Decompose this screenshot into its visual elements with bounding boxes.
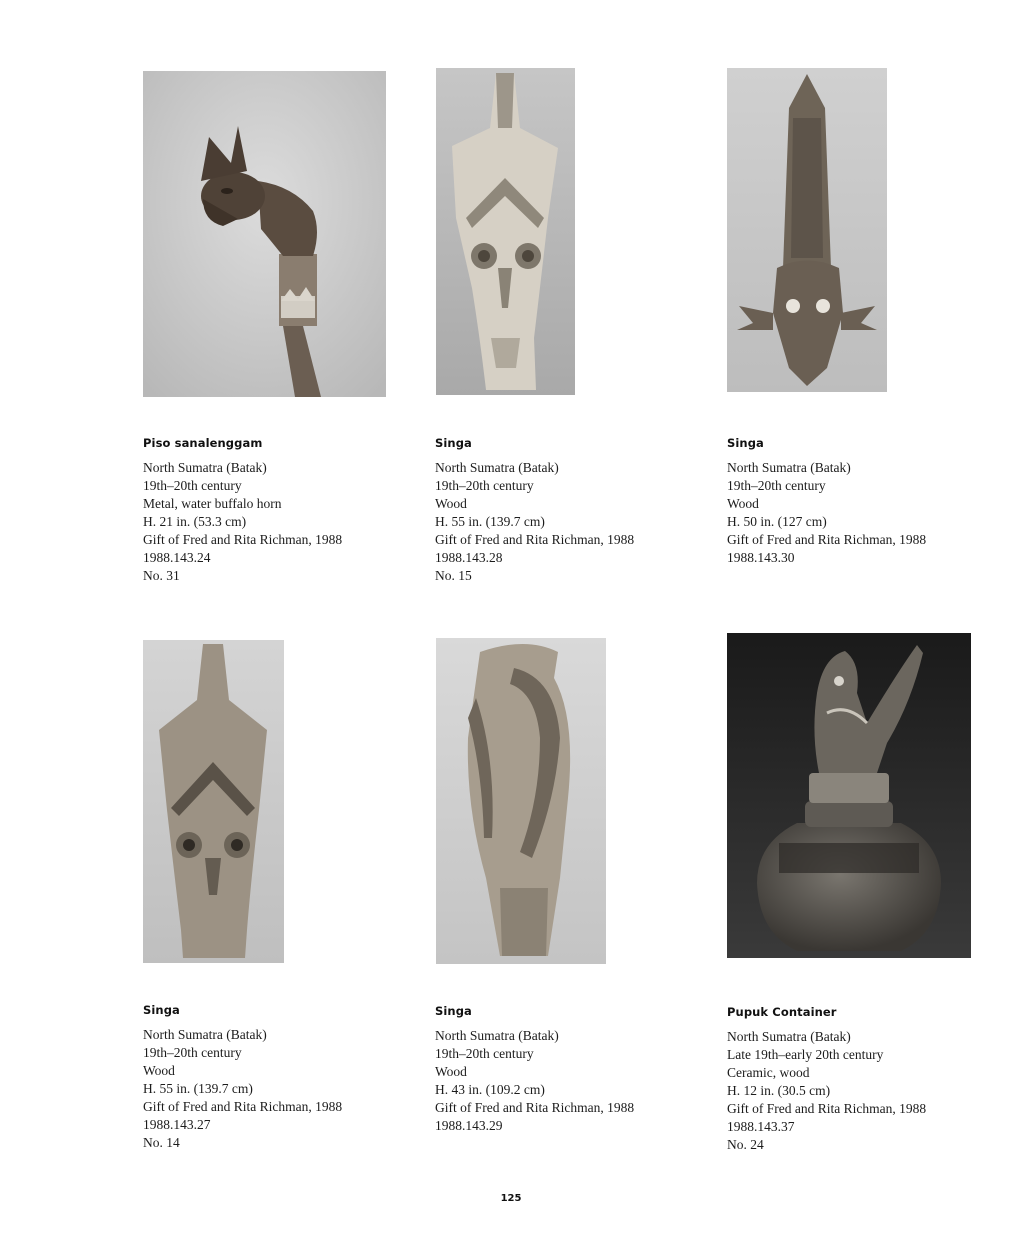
caption-item-4 — [143, 1003, 403, 1152]
photo-singa-1988-143-28 — [436, 68, 575, 395]
caption-date: 19th–20th century — [143, 478, 242, 493]
caption-medium: Wood — [435, 496, 467, 511]
caption-region: North Sumatra (Batak) — [727, 460, 851, 475]
caption-item-5 — [435, 1004, 695, 1135]
caption-title: Pupuk Container — [727, 1005, 837, 1019]
photo-singa-1988-143-29 — [436, 638, 606, 964]
caption-number: No. 24 — [727, 1137, 764, 1152]
caption-credit: Gift of Fred and Rita Richman, 1988 — [727, 532, 927, 547]
caption-item-2 — [435, 436, 695, 585]
caption-region: North Sumatra (Batak) — [435, 1028, 559, 1043]
caption-credit: Gift of Fred and Rita Richman, 1988 — [143, 532, 343, 547]
caption-item-6 — [727, 1005, 987, 1154]
caption-accession: 1988.143.27 — [143, 1117, 211, 1132]
caption-date: 19th–20th century — [727, 478, 826, 493]
caption-credit: Gift of Fred and Rita Richman, 1988 — [435, 532, 635, 547]
caption-dimensions: H. 21 in. (53.3 cm) — [143, 514, 247, 529]
caption-medium: Wood — [143, 1063, 175, 1078]
caption-dimensions: H. 55 in. (139.7 cm) — [435, 514, 545, 529]
caption-accession: 1988.143.24 — [143, 550, 211, 565]
photo-singa-1988-143-27 — [143, 640, 284, 963]
caption-item-3 — [727, 436, 987, 567]
caption-accession: 1988.143.28 — [435, 550, 503, 565]
caption-region: North Sumatra (Batak) — [143, 1027, 267, 1042]
caption-date: 19th–20th century — [435, 1046, 534, 1061]
caption-medium: Ceramic, wood — [727, 1065, 810, 1080]
caption-accession: 1988.143.37 — [727, 1119, 795, 1134]
caption-dimensions: H. 12 in. (30.5 cm) — [727, 1083, 831, 1098]
caption-medium: Wood — [727, 496, 759, 511]
caption-number: No. 15 — [435, 568, 472, 583]
caption-credit: Gift of Fred and Rita Richman, 1988 — [435, 1100, 635, 1115]
caption-medium: Wood — [435, 1064, 467, 1079]
page-number: 125 — [500, 1193, 522, 1204]
caption-number: No. 31 — [143, 568, 180, 583]
caption-title: Singa — [435, 1004, 472, 1018]
caption-credit: Gift of Fred and Rita Richman, 1988 — [727, 1101, 927, 1116]
caption-medium: Metal, water buffalo horn — [143, 496, 282, 511]
caption-region: North Sumatra (Batak) — [143, 460, 267, 475]
photo-pupuk-container — [727, 633, 971, 958]
caption-region: North Sumatra (Batak) — [727, 1029, 851, 1044]
caption-credit: Gift of Fred and Rita Richman, 1988 — [143, 1099, 343, 1114]
caption-dimensions: H. 55 in. (139.7 cm) — [143, 1081, 253, 1096]
caption-title: Singa — [727, 436, 764, 450]
photo-singa-1988-143-30 — [727, 68, 887, 392]
caption-date: 19th–20th century — [143, 1045, 242, 1060]
caption-title: Singa — [143, 1003, 180, 1017]
caption-item-1 — [143, 436, 403, 585]
caption-date: Late 19th–early 20th century — [727, 1047, 884, 1062]
caption-title: Piso sanalenggam — [143, 436, 263, 450]
caption-dimensions: H. 43 in. (109.2 cm) — [435, 1082, 545, 1097]
caption-dimensions: H. 50 in. (127 cm) — [727, 514, 827, 529]
caption-title: Singa — [435, 436, 472, 450]
photo-piso-sanalenggam — [143, 71, 386, 397]
caption-number: No. 14 — [143, 1135, 180, 1150]
caption-region: North Sumatra (Batak) — [435, 460, 559, 475]
caption-accession: 1988.143.30 — [727, 550, 795, 565]
caption-date: 19th–20th century — [435, 478, 534, 493]
caption-accession: 1988.143.29 — [435, 1118, 503, 1133]
